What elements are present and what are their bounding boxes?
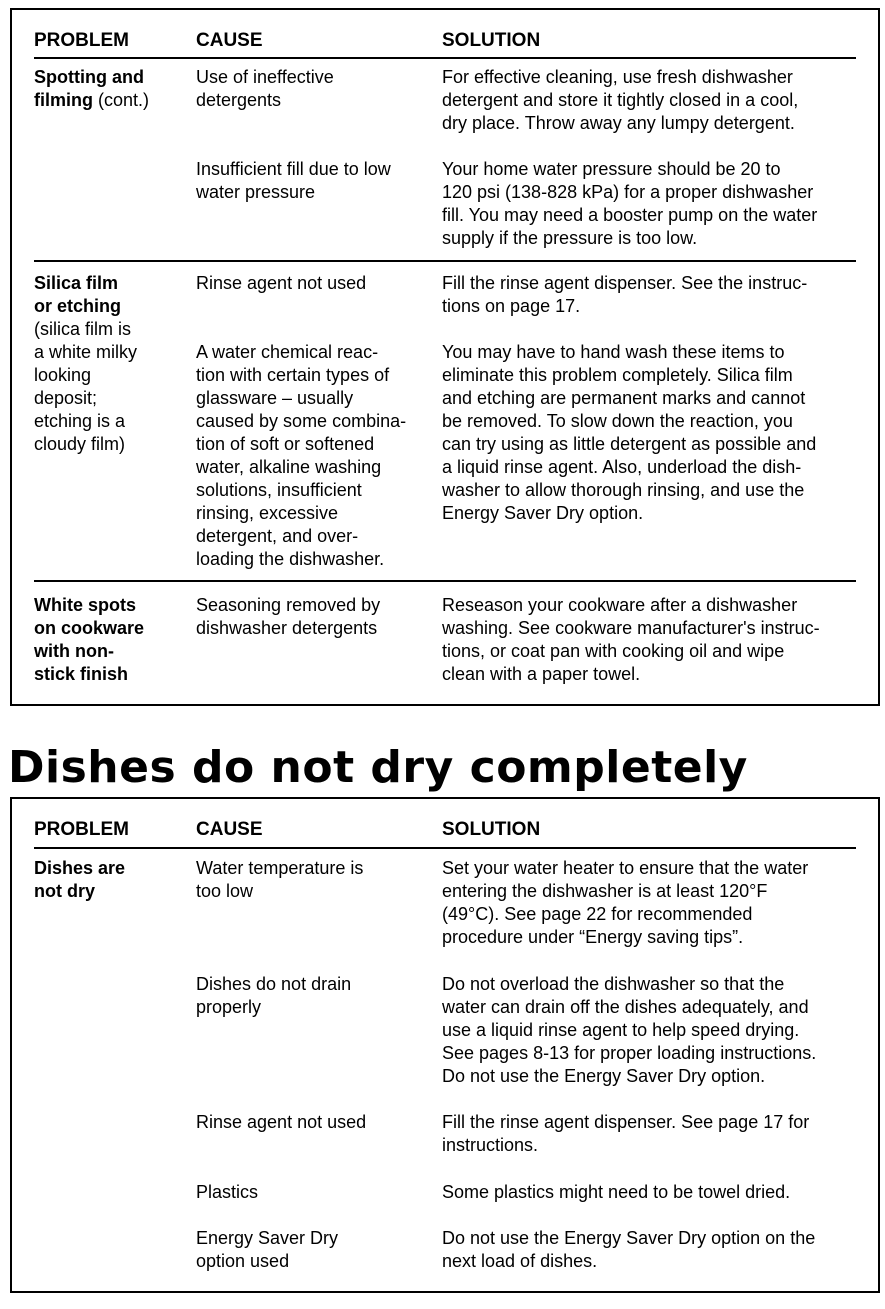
cause-rinse-agent-not-used: Rinse agent not used	[196, 273, 367, 293]
header-rule	[34, 57, 856, 59]
header-solution: SOLUTION	[442, 819, 541, 840]
row-divider	[34, 580, 856, 582]
cause-low-water-pressure: Insufficient fill due to low water pressure	[196, 159, 391, 202]
solution-fill-rinse-agent: Fill the rinse agent dispenser. See page 17 for instructions.	[442, 1112, 810, 1155]
cause-water-chemical-reaction: A water chemical reac- tion with certain types of glassware – usually caused by some combina- tion of soft or softened water, alkaline washing solutions, insufficient rinsing, excessive detergent, and over- loading the dishwasher.	[196, 342, 407, 569]
cause-energy-saver-dry: Energy Saver Dry option used	[196, 1228, 339, 1271]
header-cause: CAUSE	[196, 30, 263, 51]
solution-hand-wash: You may have to hand wash these items to eliminate this problem completely. Silica film and etching are permanent marks and cannot be removed. To slow down the reaction, you can try using as little detergent as possible and a liquid rinse agent. Also, underload the dish- washer to allow thorough rinsing, and use the Energy Saver Dry option.	[442, 342, 817, 523]
solution-fill-rinse-agent: Fill the rinse agent dispenser. See the instruc- tions on page 17.	[442, 273, 808, 316]
problem-white-spots-cookware: White spots on cookware with non- stick finish	[34, 595, 145, 684]
header-solution: SOLUTION	[442, 30, 541, 51]
header-problem: PROBLEM	[34, 819, 129, 840]
section-title: Dishes do not dry completely	[8, 742, 748, 793]
cause-rinse-agent-not-used: Rinse agent not used	[196, 1112, 367, 1132]
solution-water-pressure: Your home water pressure should be 20 to 120 psi (138-828 kPa) for a proper dishwasher fill. You may need a booster pump on the water supply if the pressure is too low.	[442, 159, 818, 248]
cause-dishes-do-not-drain: Dishes do not drain properly	[196, 974, 352, 1017]
header-cause: CAUSE	[196, 819, 263, 840]
troubleshooting-table-drying	[10, 797, 880, 1293]
solution-do-not-overload: Do not overload the dishwasher so that the water can drain off the dishes adequately, and use a liquid rinse agent to help speed drying. See pages 8-13 for proper loading instructions. Do not use the Energy Saver Dry option.	[442, 974, 817, 1086]
problem-dishes-not-dry: Dishes are not dry	[34, 858, 126, 901]
cause-plastics: Plastics	[196, 1182, 259, 1202]
solution-water-heater: Set your water heater to ensure that the water entering the dishwasher is at least 120°F (49°C). See page 22 for recommended procedure under “Energy saving tips”.	[442, 858, 809, 947]
row-divider	[34, 260, 856, 262]
troubleshooting-table-spotting	[10, 8, 880, 706]
cause-water-temperature-low: Water temperature is too low	[196, 858, 364, 901]
problem-silica-film: Silica film or etching (silica film is a white milky looking deposit; etching is a cloudy film)	[34, 273, 138, 454]
problem-spotting-filming: Spotting and filming (cont.)	[34, 67, 150, 110]
solution-no-energy-saver: Do not use the Energy Saver Dry option on the next load of dishes.	[442, 1228, 816, 1271]
solution-reseason-cookware: Reseason your cookware after a dishwasher washing. See cookware manufacturer's instruc- tions, or coat pan with cooking oil and wipe clean with a paper towel.	[442, 595, 820, 684]
header-problem: PROBLEM	[34, 30, 129, 51]
cause-ineffective-detergents: Use of ineffective detergents	[196, 67, 334, 110]
solution-towel-dry-plastics: Some plastics might need to be towel dried.	[442, 1182, 791, 1202]
solution-fresh-detergent: For effective cleaning, use fresh dishwasher detergent and store it tightly closed in a cool, dry place. Throw away any lumpy detergent.	[442, 67, 799, 133]
header-rule	[34, 847, 856, 849]
cause-seasoning-removed: Seasoning removed by dishwasher detergents	[196, 595, 381, 638]
